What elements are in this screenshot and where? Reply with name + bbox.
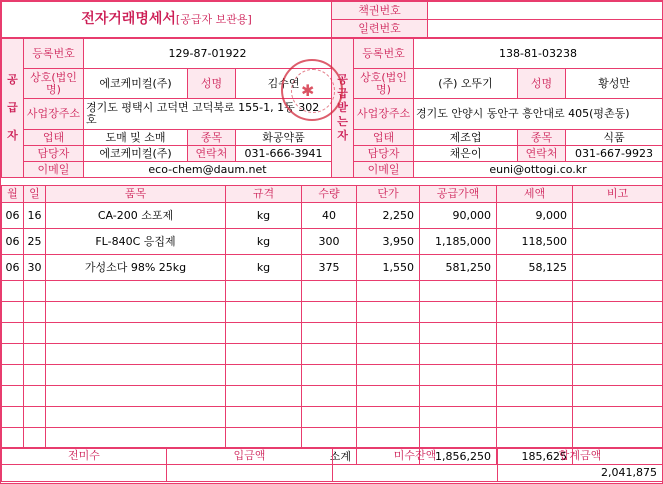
book-no-label: 책권번호 [332, 2, 428, 20]
company-seal-stamp [281, 59, 343, 121]
buyer-reg-no-label: 등록번호 [354, 39, 414, 69]
supplier-manager-label: 담당자 [24, 146, 84, 162]
item-note [573, 229, 663, 255]
supplier-address: 경기도 평택시 고덕면 고덕북로 155-1, 1동 302호 [84, 99, 332, 130]
supplier-rep-label: 성명 [188, 69, 236, 99]
supplier-phone-label: 연락처 [188, 146, 236, 162]
item-qty: 40 [302, 203, 357, 229]
item-name: 가성소다 98% 25kg [46, 255, 226, 281]
item-tax: 118,500 [497, 229, 573, 255]
col-month: 월 [2, 186, 24, 203]
item-unit-price: 2,250 [357, 203, 420, 229]
document-title [2, 2, 332, 38]
prev-unpaid-label: 전미수 [2, 448, 167, 465]
buyer-address: 경기도 안양시 동안구 흥안대로 405(평촌동) [414, 99, 663, 130]
title-text: 전자거래명세서 [81, 11, 176, 27]
item-month: 06 [2, 229, 24, 255]
item-note [573, 255, 663, 281]
supplier-rep: 김수연 [236, 69, 332, 99]
col-spec: 규격 [226, 186, 302, 203]
item-qty: 300 [302, 229, 357, 255]
supplier-email: eco-chem@daum.net [84, 162, 332, 178]
buyer-rep-label: 성명 [518, 69, 566, 99]
supplier-company-label: 상호(법인명) [24, 69, 84, 99]
item-spec: kg [226, 255, 302, 281]
buyer-email-label: 이메일 [354, 162, 414, 178]
item-tax: 9,000 [497, 203, 573, 229]
buyer-biz-item-label: 종목 [518, 130, 566, 146]
item-name: CA-200 소포제 [46, 203, 226, 229]
supplier-company: 에코케미컬(주) [84, 69, 188, 99]
empty-row [2, 365, 663, 386]
supplier-email-label: 이메일 [24, 162, 84, 178]
unpaid-label: 미수잔액 [333, 448, 498, 465]
item-name: FL-840C 응집제 [46, 229, 226, 255]
supplier-biz-item-label: 종목 [188, 130, 236, 146]
supplier-reg-no-label: 등록번호 [24, 39, 84, 69]
item-note [573, 203, 663, 229]
item-supply: 90,000 [420, 203, 497, 229]
buyer-side-label: 공 급 받 는 자 [332, 39, 354, 178]
supplier-side-label: 공 급 자 [2, 39, 24, 178]
col-day: 일 [24, 186, 46, 203]
item-spec: kg [226, 203, 302, 229]
header-table [1, 1, 663, 38]
footer-table [1, 447, 663, 482]
supplier-phone: 031-666-3941 [236, 146, 332, 162]
serial-no-label: 일련번호 [332, 20, 428, 38]
supplier-address-label: 사업장주소 [24, 99, 84, 130]
empty-row [2, 407, 663, 428]
buyer-company-label: 상호(법인명) [354, 69, 414, 99]
items-header-row [2, 186, 663, 203]
empty-row [2, 302, 663, 323]
item-month: 06 [2, 203, 24, 229]
col-tax: 세액 [497, 186, 573, 203]
item-supply: 1,185,000 [420, 229, 497, 255]
item-qty: 375 [302, 255, 357, 281]
col-qty: 수량 [302, 186, 357, 203]
empty-row [2, 323, 663, 344]
supplier-biz-type-label: 업태 [24, 130, 84, 146]
buyer-phone-label: 연락처 [518, 146, 566, 162]
subtotal-tax: 185,625 [497, 449, 573, 465]
empty-row [2, 281, 663, 302]
subtotal-supply: 1,856,250 [420, 449, 497, 465]
buyer-rep: 황성만 [566, 69, 663, 99]
col-note: 비고 [573, 186, 663, 203]
serial-no-value [428, 20, 663, 38]
buyer-email: euni@ottogi.co.kr [414, 162, 663, 178]
subtotal-label: 소계 [2, 449, 357, 465]
col-item-name: 품목 [46, 186, 226, 203]
subtitle-text: [공급자 보관용] [175, 13, 252, 26]
buyer-phone: 031-667-9923 [566, 146, 663, 162]
supplier-biz-item: 화공약품 [236, 130, 332, 146]
supplier-manager: 에코케미컬(주) [84, 146, 188, 162]
buyer-biz-type: 제조업 [414, 130, 518, 146]
item-day: 16 [24, 203, 46, 229]
buyer-manager-label: 담당자 [354, 146, 414, 162]
item-month: 06 [2, 255, 24, 281]
item-tax: 58,125 [497, 255, 573, 281]
supplier-biz-type: 도매 및 소매 [84, 130, 188, 146]
item-day: 25 [24, 229, 46, 255]
total-label: 합계금액 [498, 448, 663, 465]
buyer-company: (주) 오뚜기 [414, 69, 518, 99]
col-unit-price: 단가 [357, 186, 420, 203]
unpaid-value [333, 465, 498, 482]
total-value: 2,041,875 [498, 465, 663, 482]
col-supply: 공급가액 [420, 186, 497, 203]
empty-row [2, 428, 663, 449]
book-no-value [428, 2, 663, 20]
table-row [2, 229, 663, 255]
prev-unpaid-value [2, 465, 167, 482]
buyer-biz-item: 식품 [566, 130, 663, 146]
items-table [1, 185, 663, 465]
seal-mark-icon: ✱ [301, 81, 315, 100]
buyer-biz-type-label: 업태 [354, 130, 414, 146]
buyer-manager: 채은이 [414, 146, 518, 162]
supplier-reg-no: 129-87-01922 [84, 39, 332, 69]
item-supply: 581,250 [420, 255, 497, 281]
item-unit-price: 3,950 [357, 229, 420, 255]
buyer-address-label: 사업장주소 [354, 99, 414, 130]
empty-row [2, 386, 663, 407]
table-row [2, 255, 663, 281]
item-spec: kg [226, 229, 302, 255]
received-value [167, 465, 333, 482]
table-row [2, 203, 663, 229]
received-label: 입금액 [167, 448, 333, 465]
item-unit-price: 1,550 [357, 255, 420, 281]
empty-row [2, 344, 663, 365]
item-day: 30 [24, 255, 46, 281]
buyer-reg-no: 138-81-03238 [414, 39, 663, 69]
